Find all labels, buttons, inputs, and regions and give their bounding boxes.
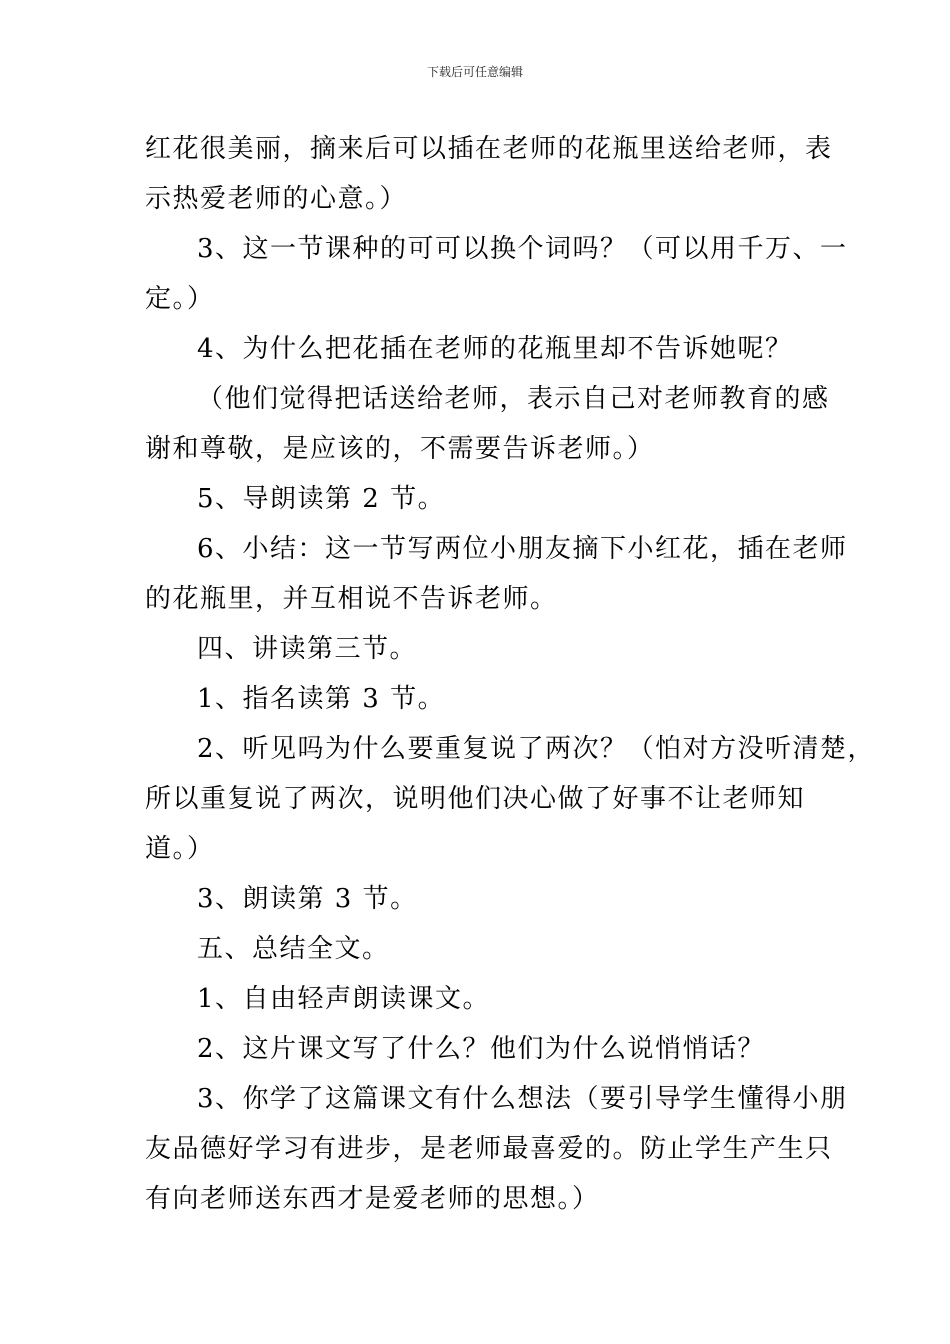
paragraph-line: （他们觉得把话送给老师，表示自己对老师教育的感 [197,384,830,414]
page-header: 下载后可任意编辑 [426,65,523,79]
paragraph [145,374,830,474]
paragraph-line: 4、为什么把花插在老师的花瓶里却不告诉她呢？ [197,334,793,364]
document-body [145,124,876,1224]
paragraph-line: 道。） [145,834,215,864]
paragraph [145,924,810,974]
paragraph-line: 示热爱老师的心意。） [145,184,408,214]
paragraph [145,974,810,1024]
paragraph-line: 的花瓶里，并互相说不告诉老师。 [145,584,558,614]
paragraph-line: 1、自由轻声朗读课文。 [197,984,491,1014]
paragraph [145,474,810,524]
paragraph [145,674,810,724]
paragraph [145,224,848,324]
paragraph-line: 1、指名读第 3 节。 [197,684,446,714]
paragraph-line: 2、这片课文写了什么？他们为什么说悄悄话？ [197,1034,766,1064]
paragraph-line: 5、导朗读第 2 节。 [197,484,446,514]
paragraph-line: 3、你学了这篇课文有什么想法（要引导学生懂得小朋 [197,1084,848,1114]
paragraph-line: 所以重复说了两次，说明他们决心做了好事不让老师知 [145,784,806,814]
paragraph [145,724,876,874]
paragraph [145,524,848,624]
paragraph [145,1024,810,1074]
paragraph-line: 红花很美丽，摘来后可以插在老师的花瓶里送给老师，表 [145,134,833,164]
paragraph-line: 3、朗读第 3 节。 [197,884,418,914]
paragraph [145,874,810,924]
paragraph-line: 有向老师送东西才是爱老师的思想。） [145,1184,600,1214]
paragraph [145,624,810,674]
paragraph-line: 谢和尊敬，是应该的，不需要告诉老师。） [145,434,655,464]
paragraph [145,324,810,374]
paragraph-line: 3、这一节课种的可可以换个词吗？（可以用千万、一 [197,234,848,264]
paragraph [145,1074,848,1224]
paragraph-line: 四、讲读第三节。 [197,634,418,664]
paragraph [145,124,833,224]
paragraph-line: 五、总结全文。 [197,934,390,964]
paragraph-line: 友品德好学习有进步，是老师最喜爱的。防止学生产生只 [145,1134,833,1164]
paragraph-line: 2、听见吗为什么要重复说了两次？（怕对方没听清楚， [197,734,876,764]
paragraph-line: 6、小结：这一节写两位小朋友摘下小红花，插在老师 [197,534,848,564]
paragraph-line: 定。） [145,284,215,314]
